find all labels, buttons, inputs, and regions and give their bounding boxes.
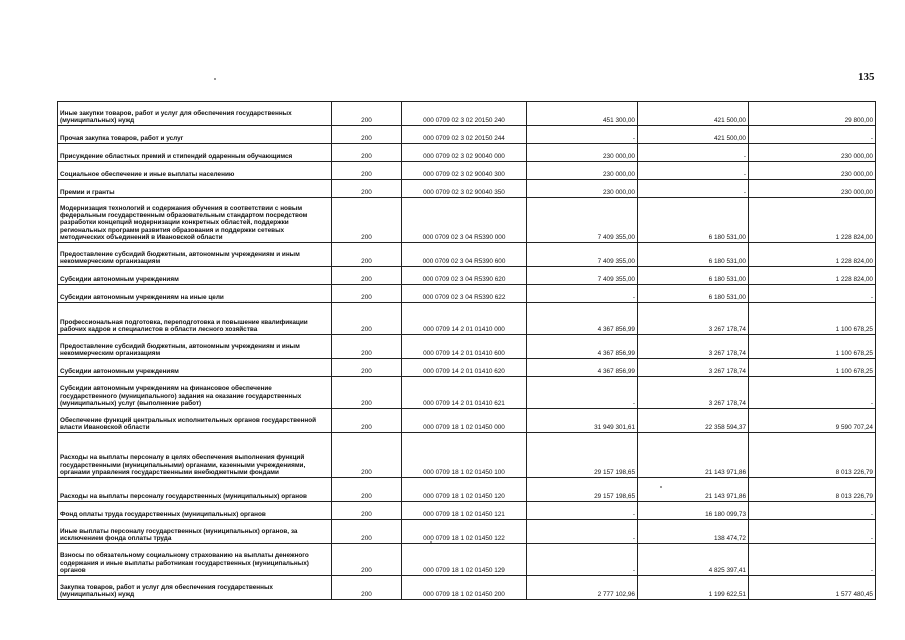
- row-name: Предоставление субсидий бюджетным, автономным учреждениям и иным некоммерческим организациям: [58, 335, 332, 359]
- row-classification-code: 000 0709 18 1 02 01450 121: [402, 502, 527, 520]
- table-row: [58, 502, 876, 520]
- table-row: [58, 285, 876, 303]
- row-name: Субсидии автономным учреждениям: [58, 359, 332, 377]
- row-classification-code: 000 0709 14 2 01 01410 621: [402, 377, 527, 409]
- row-value-unexecuted: -: [749, 285, 876, 303]
- row-name: Субсидии автономным учреждениям: [58, 267, 332, 285]
- row-classification-code: 000 0709 14 2 01 01410 600: [402, 335, 527, 359]
- row-classification-code: 000 0709 18 1 02 01450 129: [402, 544, 527, 576]
- table-row: [58, 303, 876, 335]
- row-value-executed: 138 474,72: [638, 520, 749, 544]
- row-value-executed: 421 500,00: [638, 102, 749, 126]
- table-row: [58, 243, 876, 267]
- row-value-approved: 230 000,00: [527, 162, 638, 180]
- row-value-unexecuted: 9 590 707,24: [749, 409, 876, 433]
- row-value-unexecuted: 230 000,00: [749, 180, 876, 198]
- row-value-approved: 2 777 102,96: [527, 576, 638, 600]
- table-row: [58, 520, 876, 544]
- row-admin-code: 200: [332, 243, 402, 267]
- row-name: Расходы на выплаты персоналу в целях обеспечения выполнения функций государственными (муниципальными) органами, казенными учреждениями, органами управления государственными внебюджетными фондами: [58, 433, 332, 478]
- table-row: [58, 335, 876, 359]
- row-name: Иные выплаты персоналу государственных (муниципальных) органов, за исключением фонда оплаты труда: [58, 520, 332, 544]
- row-value-approved: -: [527, 126, 638, 144]
- row-value-approved: 29 157 198,65: [527, 478, 638, 502]
- table-row: [58, 180, 876, 198]
- row-classification-code: 000 0709 02 3 02 90040 350: [402, 180, 527, 198]
- table-row: [58, 544, 876, 576]
- table-row: [58, 359, 876, 377]
- scan-speck: [214, 78, 216, 80]
- row-value-executed: 4 825 397,41: [638, 544, 749, 576]
- row-value-executed: 6 180 531,00: [638, 243, 749, 267]
- row-name: Обеспечение функций центральных исполнительных органов государственной власти Ивановской области: [58, 409, 332, 433]
- row-value-unexecuted: 1 100 678,25: [749, 359, 876, 377]
- row-value-approved: 29 157 198,65: [527, 433, 638, 478]
- row-value-unexecuted: 1 228 824,00: [749, 267, 876, 285]
- row-classification-code: 000 0709 14 2 01 01410 000: [402, 303, 527, 335]
- row-value-approved: -: [527, 285, 638, 303]
- row-name: Взносы по обязательному социальному страхованию на выплаты денежного содержания и иные выплаты работникам государственных (муниципальных) органов: [58, 544, 332, 576]
- row-value-unexecuted: 1 228 824,00: [749, 243, 876, 267]
- row-value-unexecuted: 1 100 678,25: [749, 303, 876, 335]
- row-classification-code: 000 0709 02 3 02 90040 300: [402, 162, 527, 180]
- row-value-unexecuted: 8 013 226,79: [749, 478, 876, 502]
- row-classification-code: 000 0709 02 3 04 R5390 620: [402, 267, 527, 285]
- row-admin-code: 200: [332, 359, 402, 377]
- row-value-executed: 3 267 178,74: [638, 359, 749, 377]
- row-value-executed: 21 143 971,86: [638, 433, 749, 478]
- row-value-executed: 421 500,00: [638, 126, 749, 144]
- row-value-executed: 3 267 178,74: [638, 303, 749, 335]
- row-admin-code: 200: [332, 502, 402, 520]
- row-value-executed: 1 199 622,51: [638, 576, 749, 600]
- row-value-executed: 3 267 178,74: [638, 377, 749, 409]
- row-name: Субсидии автономным учреждениям на иные цели: [58, 285, 332, 303]
- row-value-approved: 4 367 856,99: [527, 303, 638, 335]
- row-value-executed: -: [638, 162, 749, 180]
- row-value-executed: 6 180 531,00: [638, 285, 749, 303]
- row-value-approved: 451 300,00: [527, 102, 638, 126]
- row-name: Расходы на выплаты персоналу государственных (муниципальных) органов: [58, 478, 332, 502]
- table-row: [58, 478, 876, 502]
- row-value-unexecuted: 29 800,00: [749, 102, 876, 126]
- row-name: Присуждение областных премий и стипендий одаренным обучающимся: [58, 144, 332, 162]
- row-classification-code: 000 0709 02 3 02 20150 240: [402, 102, 527, 126]
- row-admin-code: 200: [332, 544, 402, 576]
- row-value-unexecuted: 230 000,00: [749, 162, 876, 180]
- row-value-executed: -: [638, 144, 749, 162]
- row-value-executed: 16 180 099,73: [638, 502, 749, 520]
- row-admin-code: 200: [332, 267, 402, 285]
- row-value-approved: 7 409 355,00: [527, 243, 638, 267]
- row-admin-code: 200: [332, 409, 402, 433]
- budget-table-body: [58, 102, 876, 600]
- table-row: [58, 102, 876, 126]
- table-row: [58, 198, 876, 243]
- row-classification-code: 000 0709 02 3 04 R5390 000: [402, 198, 527, 243]
- row-value-unexecuted: -: [749, 377, 876, 409]
- row-admin-code: 200: [332, 433, 402, 478]
- row-admin-code: 200: [332, 180, 402, 198]
- row-value-executed: 6 180 531,00: [638, 267, 749, 285]
- row-name: Фонд оплаты труда государственных (муниципальных) органов: [58, 502, 332, 520]
- row-value-approved: -: [527, 520, 638, 544]
- row-name: Профессиональная подготовка, переподготовка и повышение квалификации рабочих кадров и специалистов в области лесного хозяйства: [58, 303, 332, 335]
- row-value-executed: 21 143 971,86: [638, 478, 749, 502]
- table-row: [58, 377, 876, 409]
- row-value-unexecuted: -: [749, 126, 876, 144]
- row-value-executed: -: [638, 180, 749, 198]
- row-admin-code: 200: [332, 144, 402, 162]
- row-admin-code: 200: [332, 102, 402, 126]
- table-row: [58, 144, 876, 162]
- page-number: 135: [858, 71, 875, 83]
- row-value-unexecuted: 230 000,00: [749, 144, 876, 162]
- row-value-unexecuted: 1 100 678,25: [749, 335, 876, 359]
- row-admin-code: 200: [332, 198, 402, 243]
- row-classification-code: 000 0709 18 1 02 01450 100: [402, 433, 527, 478]
- row-classification-code: 000 0709 02 3 02 90040 000: [402, 144, 527, 162]
- row-value-approved: -: [527, 502, 638, 520]
- budget-table: [57, 101, 876, 600]
- row-name: Закупка товаров, работ и услуг для обеспечения государственных (муниципальных) нужд: [58, 576, 332, 600]
- row-admin-code: 200: [332, 478, 402, 502]
- row-classification-code: 000 0709 18 1 02 01450 000: [402, 409, 527, 433]
- table-row: [58, 409, 876, 433]
- row-value-unexecuted: -: [749, 520, 876, 544]
- row-classification-code: 000 0709 02 3 04 R5390 600: [402, 243, 527, 267]
- row-admin-code: 200: [332, 162, 402, 180]
- row-value-approved: 230 000,00: [527, 180, 638, 198]
- row-value-unexecuted: 1 577 480,45: [749, 576, 876, 600]
- row-value-unexecuted: 1 228 824,00: [749, 198, 876, 243]
- row-name: Иные закупки товаров, работ и услуг для обеспечения государственных (муниципальных) нужд: [58, 102, 332, 126]
- row-name: Премии и гранты: [58, 180, 332, 198]
- row-admin-code: 200: [332, 126, 402, 144]
- row-name: Предоставление субсидий бюджетным, автономным учреждениям и иным некоммерческим организациям: [58, 243, 332, 267]
- row-admin-code: 200: [332, 303, 402, 335]
- row-classification-code: 000 0709 18 1 02 01450 122: [402, 520, 527, 544]
- table-row: [58, 433, 876, 478]
- row-value-unexecuted: -: [749, 544, 876, 576]
- row-classification-code: 000 0709 14 2 01 01410 620: [402, 359, 527, 377]
- table-row: [58, 576, 876, 600]
- row-value-approved: -: [527, 377, 638, 409]
- row-classification-code: 000 0709 18 1 02 01450 120: [402, 478, 527, 502]
- row-value-approved: 230 000,00: [527, 144, 638, 162]
- row-value-approved: 4 367 856,99: [527, 335, 638, 359]
- row-value-approved: 31 949 301,61: [527, 409, 638, 433]
- table-row: [58, 162, 876, 180]
- row-classification-code: 000 0709 18 1 02 01450 200: [402, 576, 527, 600]
- row-value-approved: 7 409 355,00: [527, 198, 638, 243]
- row-admin-code: 200: [332, 576, 402, 600]
- row-admin-code: 200: [332, 520, 402, 544]
- row-classification-code: 000 0709 02 3 02 20150 244: [402, 126, 527, 144]
- row-admin-code: 200: [332, 335, 402, 359]
- row-value-unexecuted: -: [749, 502, 876, 520]
- row-value-executed: 6 180 531,00: [638, 198, 749, 243]
- row-value-executed: 3 267 178,74: [638, 335, 749, 359]
- row-value-approved: 4 367 856,99: [527, 359, 638, 377]
- table-row: [58, 267, 876, 285]
- row-value-approved: 7 409 355,00: [527, 267, 638, 285]
- row-value-executed: 22 358 594,37: [638, 409, 749, 433]
- row-name: Прочая закупка товаров, работ и услуг: [58, 126, 332, 144]
- row-name: Субсидии автономным учреждениям на финансовое обеспечение государственного (муниципального) задания на оказание государственных (муниципальных) услуг (выполнение работ): [58, 377, 332, 409]
- row-value-unexecuted: 8 013 226,79: [749, 433, 876, 478]
- table-row: [58, 126, 876, 144]
- row-admin-code: 200: [332, 377, 402, 409]
- row-admin-code: 200: [332, 285, 402, 303]
- row-classification-code: 000 0709 02 3 04 R5390 622: [402, 285, 527, 303]
- row-name: Социальное обеспечение и иные выплаты населению: [58, 162, 332, 180]
- row-name: Модернизация технологий и содержания обучения в соответствии с новым федеральным государственным образовательным стандартом посредством разработки концепций модернизации конкретных областей, поддержки региональных программ развития образования и поддержки сетевых методических объединений в Ивановской области: [58, 198, 332, 243]
- row-value-approved: -: [527, 544, 638, 576]
